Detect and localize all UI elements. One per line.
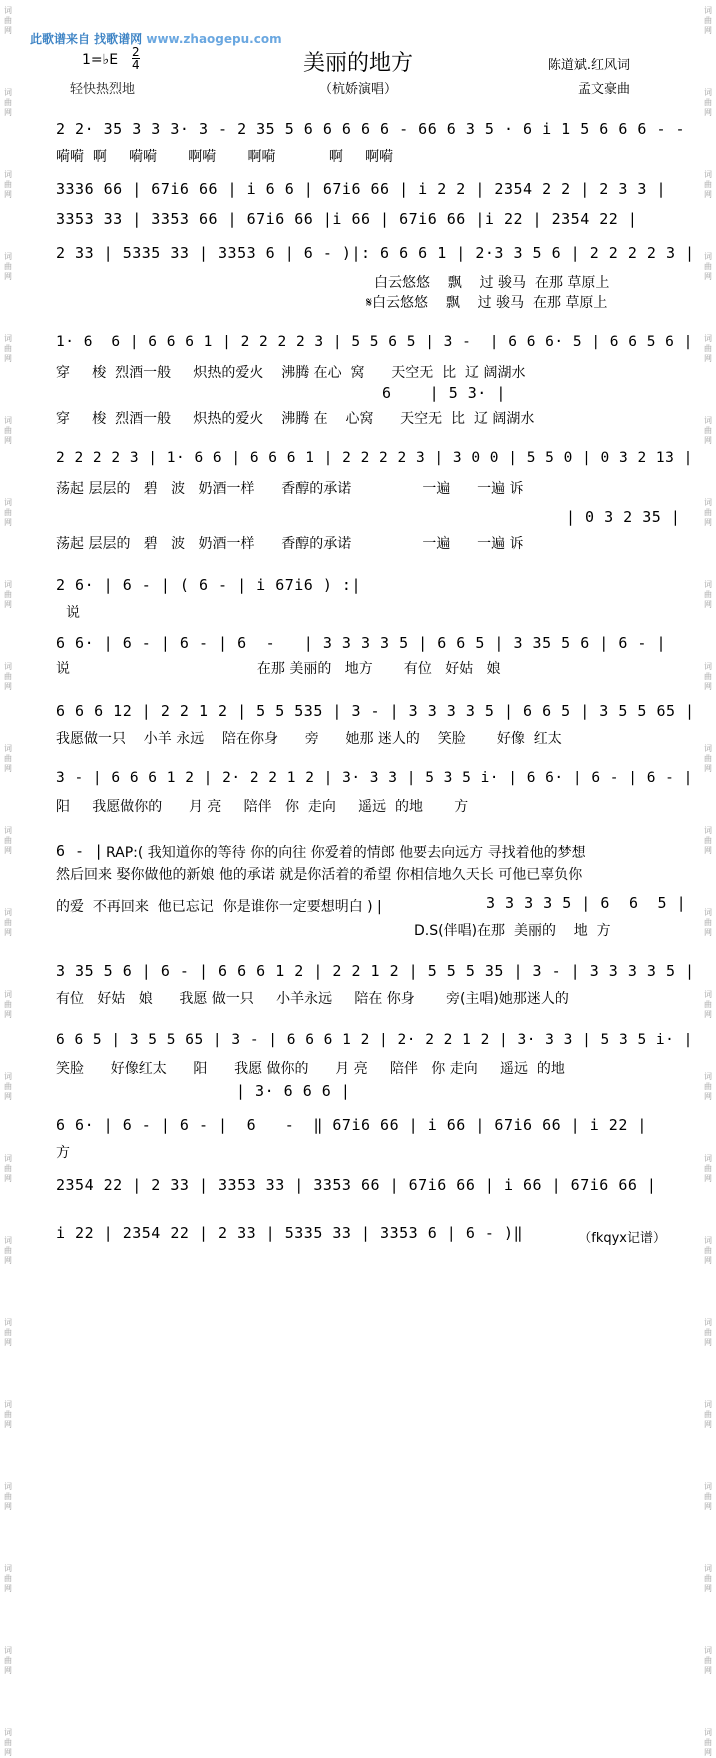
sidebar-char: 网 bbox=[4, 108, 12, 117]
sidebar-watermark-block bbox=[700, 416, 716, 446]
sidebar-char: 曲 bbox=[4, 836, 12, 845]
sidebar-char: 网 bbox=[4, 1502, 12, 1511]
sidebar-char: 曲 bbox=[704, 754, 712, 763]
sidebar-watermark-block bbox=[700, 744, 716, 774]
sidebar-char: 网 bbox=[704, 354, 712, 363]
sidebar-char: 网 bbox=[704, 518, 712, 527]
sidebar-watermark-block bbox=[700, 334, 716, 364]
notation-line: 3 35 5 6 | 6 - | 6 6 6 1 2 | 2 2 1 2 | 5 5 5 35 | 3 - | 3 3 3 3 5 | bbox=[56, 962, 695, 980]
sidebar-char: 网 bbox=[704, 1420, 712, 1429]
sidebar-char: 曲 bbox=[4, 1492, 12, 1501]
sidebar-watermark-block bbox=[700, 1154, 716, 1184]
notation-line: 6 6 6 12 | 2 2 1 2 | 5 5 535 | 3 - | 3 3 3 3 5 | 6 6 5 | 3 5 5 65 | bbox=[56, 702, 695, 720]
sidebar-char: 词 bbox=[4, 744, 12, 753]
sidebar-char: 网 bbox=[4, 1666, 12, 1675]
sidebar-char: 网 bbox=[704, 272, 712, 281]
composer-credit: 孟文豪曲 bbox=[577, 82, 630, 97]
sidebar-char: 词 bbox=[704, 88, 712, 97]
sidebar-char: 词 bbox=[4, 1646, 12, 1655]
sidebar-watermark-block bbox=[0, 1564, 16, 1594]
sidebar-char: 词 bbox=[4, 580, 12, 589]
sidebar-char: 曲 bbox=[704, 16, 712, 25]
sidebar-watermark-block bbox=[0, 170, 16, 200]
sidebar-watermark-block bbox=[0, 990, 16, 1020]
sidebar-char: 曲 bbox=[4, 754, 12, 763]
sidebar-char: 网 bbox=[4, 1256, 12, 1265]
sidebar-char: 词 bbox=[704, 1646, 712, 1655]
sidebar-char: 网 bbox=[704, 764, 712, 773]
rap-lyric-line: 然后回来 娶你做他的新娘 他的承诺 就是你活着的希望 你相信地久天长 可他已辜负你 bbox=[56, 867, 583, 883]
sidebar-char: 词 bbox=[4, 662, 12, 671]
sidebar-char: 词 bbox=[704, 908, 712, 917]
watermark-url[interactable]: www.zhaogepu.com bbox=[146, 32, 282, 46]
lyric-line: 𝄋白云悠悠 飘 过 骏马 在那 草原上 bbox=[366, 295, 608, 311]
sidebar-char: 网 bbox=[704, 1092, 712, 1101]
lyric-line: 荡起 层层的 碧 波 奶酒一样 香醇的承诺 一遍 一遍 诉 bbox=[56, 536, 524, 552]
sidebar-char: 曲 bbox=[4, 508, 12, 517]
singer-credit: （杭娇演唱） bbox=[318, 82, 397, 97]
sidebar-char: 网 bbox=[704, 1666, 712, 1675]
sidebar-char: 网 bbox=[704, 190, 712, 199]
lyric-line: 阳 我愿做你的 月 亮 陪伴 你 走向 遥远 的地 方 bbox=[56, 799, 469, 815]
transcriber-credit: （fkqyx记谱） bbox=[578, 1231, 666, 1246]
sidebar-char: 网 bbox=[704, 26, 712, 35]
sidebar-char: 曲 bbox=[4, 344, 12, 353]
sidebar-watermark-block bbox=[700, 6, 716, 36]
sidebar-char: 词 bbox=[704, 1564, 712, 1573]
watermark-site-text: 此歌谱来自 找歌谱网 bbox=[30, 32, 143, 46]
sidebar-char: 曲 bbox=[4, 1410, 12, 1419]
sidebar-char: 网 bbox=[704, 108, 712, 117]
lyric-line: 有位 好姑 娘 我愿 做一只 小羊永远 陪在 你身 旁(主唱)她那迷人的 bbox=[56, 991, 569, 1007]
time-sig-bottom: 4 bbox=[132, 58, 140, 72]
sidebar-char: 曲 bbox=[704, 1246, 712, 1255]
sidebar-char: 词 bbox=[704, 1728, 712, 1737]
time-sig-top: 2 bbox=[132, 45, 140, 59]
sidebar-char: 词 bbox=[704, 252, 712, 261]
lyric-line: D.S(伴唱)在那 美丽的 地 方 bbox=[414, 923, 611, 939]
sidebar-watermark-block bbox=[0, 826, 16, 856]
sidebar-watermark-block bbox=[0, 1400, 16, 1430]
notation-line: 3 3 3 3 5 | 6 6 5 | bbox=[486, 894, 687, 912]
sidebar-char: 曲 bbox=[4, 180, 12, 189]
sidebar-char: 词 bbox=[4, 498, 12, 507]
sidebar-char: 网 bbox=[4, 682, 12, 691]
sidebar-watermark-block bbox=[700, 826, 716, 856]
sidebar-char: 曲 bbox=[704, 262, 712, 271]
sidebar-char: 词 bbox=[4, 88, 12, 97]
lyric-line: 穿 梭 烈酒一般 炽热的爱火 沸腾 在 心窝 天空无 比 辽 阔湖水 bbox=[56, 411, 535, 427]
sidebar-char: 曲 bbox=[4, 1082, 12, 1091]
sidebar-char: 曲 bbox=[4, 1738, 12, 1747]
sidebar-char: 词 bbox=[4, 6, 12, 15]
sidebar-char: 词 bbox=[704, 990, 712, 999]
sidebar-char: 曲 bbox=[704, 918, 712, 927]
notation-line: 6 6 5 | 3 5 5 65 | 3 - | 6 6 6 1 2 | 2· 2 2 1 2 | 3· 3 3 | 5 3 5 i· | bbox=[56, 1032, 693, 1048]
sidebar-char: 网 bbox=[4, 928, 12, 937]
sidebar-char: 网 bbox=[704, 1174, 712, 1183]
time-signature bbox=[132, 46, 140, 71]
sidebar-char: 网 bbox=[4, 190, 12, 199]
sidebar-char: 词 bbox=[4, 1072, 12, 1081]
sidebar-char: 词 bbox=[4, 908, 12, 917]
sidebar-char: 曲 bbox=[704, 672, 712, 681]
sidebar-char: 网 bbox=[704, 1338, 712, 1347]
sidebar-char: 网 bbox=[4, 436, 12, 445]
sidebar-watermark-block bbox=[700, 1564, 716, 1594]
notation-line: 2 2· 35 3 3 3· 3 - 2 35 5 6 6 6 6 6 - 66 6 3 5 · 6 i 1 5 6 6 6 - - bbox=[56, 120, 686, 138]
lyric-line: 白云悠悠 飘 过 骏马 在那 草原上 bbox=[374, 275, 610, 291]
right-watermark-strip bbox=[700, 0, 716, 1757]
sidebar-char: 网 bbox=[4, 1010, 12, 1019]
sidebar-char: 曲 bbox=[704, 1656, 712, 1665]
sidebar-char: 词 bbox=[4, 1400, 12, 1409]
sidebar-watermark-block bbox=[0, 662, 16, 692]
sidebar-char: 网 bbox=[4, 846, 12, 855]
sidebar-char: 词 bbox=[704, 1154, 712, 1163]
sidebar-char: 网 bbox=[4, 1748, 12, 1757]
sidebar-char: 曲 bbox=[704, 1164, 712, 1173]
sidebar-char: 词 bbox=[4, 826, 12, 835]
sidebar-char: 曲 bbox=[704, 836, 712, 845]
sidebar-char: 词 bbox=[704, 1236, 712, 1245]
sidebar-char: 曲 bbox=[4, 98, 12, 107]
sidebar-char: 词 bbox=[704, 1318, 712, 1327]
sidebar-char: 曲 bbox=[4, 1000, 12, 1009]
sidebar-watermark-block bbox=[700, 1728, 716, 1758]
sidebar-char: 网 bbox=[704, 682, 712, 691]
sidebar-char: 曲 bbox=[4, 262, 12, 271]
sidebar-watermark-block bbox=[700, 170, 716, 200]
sidebar-char: 网 bbox=[704, 928, 712, 937]
sidebar-char: 网 bbox=[4, 1338, 12, 1347]
site-watermark[interactable] bbox=[30, 30, 282, 47]
sidebar-char: 曲 bbox=[4, 426, 12, 435]
sidebar-watermark-block bbox=[700, 580, 716, 610]
sidebar-char: 词 bbox=[4, 1154, 12, 1163]
sidebar-char: 网 bbox=[4, 1584, 12, 1593]
sidebar-watermark-block bbox=[0, 252, 16, 282]
notation-line: 3 - | 6 6 6 1 2 | 2· 2 2 1 2 | 3· 3 3 | 5 3 5 i· | 6 6· | 6 - | 6 - | bbox=[56, 770, 693, 786]
rap-lyric-line: RAP:( 我知道你的等待 你的向往 你爱着的情郎 他要去向远方 寻找着他的梦想 bbox=[106, 845, 586, 861]
notation-line: 6 - | bbox=[56, 842, 104, 860]
sidebar-char: 词 bbox=[704, 334, 712, 343]
sidebar-char: 网 bbox=[4, 1420, 12, 1429]
sidebar-watermark-block bbox=[0, 1072, 16, 1102]
sidebar-char: 词 bbox=[704, 6, 712, 15]
sidebar-char: 曲 bbox=[4, 918, 12, 927]
sidebar-watermark-block bbox=[0, 6, 16, 36]
sidebar-char: 曲 bbox=[704, 1082, 712, 1091]
sidebar-char: 网 bbox=[4, 26, 12, 35]
sidebar-char: 网 bbox=[704, 846, 712, 855]
sidebar-watermark-block bbox=[700, 990, 716, 1020]
sidebar-char: 词 bbox=[704, 170, 712, 179]
sidebar-char: 词 bbox=[4, 1728, 12, 1737]
left-watermark-strip bbox=[0, 0, 16, 1757]
sidebar-char: 网 bbox=[704, 1502, 712, 1511]
sidebar-char: 词 bbox=[704, 1400, 712, 1409]
sidebar-watermark-block bbox=[700, 1482, 716, 1512]
sidebar-watermark-block bbox=[0, 744, 16, 774]
sidebar-char: 曲 bbox=[4, 1164, 12, 1173]
song-title: 美丽的地方 bbox=[302, 51, 413, 76]
sidebar-char: 曲 bbox=[704, 1492, 712, 1501]
notation-line: | 3· 6 6 6 | bbox=[236, 1082, 351, 1100]
notation-line: 2 33 | 5335 33 | 3353 6 | 6 - )|: 6 6 6 1 | 2·3 3 5 6 | 2 2 2 2 3 | bbox=[56, 244, 695, 262]
sidebar-char: 曲 bbox=[704, 426, 712, 435]
sidebar-watermark-block bbox=[700, 1400, 716, 1430]
sidebar-watermark-block bbox=[700, 1646, 716, 1676]
sidebar-char: 词 bbox=[704, 416, 712, 425]
sidebar-char: 网 bbox=[704, 1010, 712, 1019]
sidebar-char: 词 bbox=[704, 498, 712, 507]
sidebar-char: 词 bbox=[4, 1564, 12, 1573]
key-signature: 1=♭E bbox=[82, 52, 119, 68]
sidebar-char: 曲 bbox=[704, 1328, 712, 1337]
sidebar-watermark-block bbox=[0, 334, 16, 364]
sidebar-char: 曲 bbox=[4, 1656, 12, 1665]
sidebar-char: 词 bbox=[4, 170, 12, 179]
sidebar-watermark-block bbox=[700, 252, 716, 282]
sidebar-char: 曲 bbox=[4, 590, 12, 599]
sidebar-char: 词 bbox=[4, 990, 12, 999]
sidebar-char: 网 bbox=[4, 1174, 12, 1183]
lyric-line: 方 bbox=[56, 1145, 70, 1161]
lyric-line: 荡起 层层的 碧 波 奶酒一样 香醇的承诺 一遍 一遍 诉 bbox=[56, 481, 524, 497]
sidebar-watermark-block bbox=[700, 1236, 716, 1266]
sidebar-char: 词 bbox=[704, 662, 712, 671]
sidebar-char: 网 bbox=[704, 1748, 712, 1757]
credits bbox=[548, 54, 630, 102]
sidebar-char: 词 bbox=[704, 580, 712, 589]
lyric-line: 说 在那 美丽的 地方 有位 好姑 娘 bbox=[56, 661, 501, 677]
sidebar-char: 曲 bbox=[704, 1738, 712, 1747]
lyric-line: 我愿做一只 小羊 永远 陪在你身 旁 她那 迷人的 笑脸 好像 红太 bbox=[56, 731, 562, 747]
sidebar-watermark-block bbox=[0, 1646, 16, 1676]
notation-line: 2 2 2 2 3 | 1· 6 6 | 6 6 6 1 | 2 2 2 2 3 | 3 0 0 | 5 5 0 | 0 3 2 13 | bbox=[56, 450, 693, 466]
notation-line: 6 | 5 3· | bbox=[382, 384, 506, 402]
sidebar-char: 词 bbox=[4, 252, 12, 261]
sidebar-char: 词 bbox=[4, 1482, 12, 1491]
notation-line: 1· 6 6 | 6 6 6 1 | 2 2 2 2 3 | 5 5 6 5 | 3 - | 6 6 6· 5 | 6 6 5 6 | bbox=[56, 334, 693, 350]
sidebar-watermark-block bbox=[0, 498, 16, 528]
sidebar-char: 网 bbox=[704, 600, 712, 609]
tempo-marking: 轻快热烈地 bbox=[70, 82, 136, 97]
rap-lyric-line: 的爱 不再回来 他已忘记 你是谁你一定要想明白 ) | bbox=[56, 899, 382, 915]
lyric-line: 说 bbox=[66, 605, 80, 621]
sidebar-watermark-block bbox=[700, 498, 716, 528]
sidebar-watermark-block bbox=[0, 1318, 16, 1348]
sidebar-watermark-block bbox=[700, 908, 716, 938]
sidebar-char: 网 bbox=[4, 1092, 12, 1101]
notation-line: 2354 22 | 2 33 | 3353 33 | 3353 66 | 67i6 66 | i 66 | 67i6 66 | bbox=[56, 1176, 657, 1194]
sidebar-char: 词 bbox=[4, 334, 12, 343]
sidebar-watermark-block bbox=[0, 1482, 16, 1512]
sidebar-char: 曲 bbox=[4, 1574, 12, 1583]
notation-line: 3336 66 | 67i6 66 | i 6 6 | 67i6 66 | i 2 2 | 2354 2 2 | 2 3 3 | bbox=[56, 180, 666, 198]
notation-line: 6 6· | 6 - | 6 - | 6 - | 3 3 3 3 5 | 6 6 5 | 3 35 5 6 | 6 - | bbox=[56, 634, 666, 652]
sidebar-char: 曲 bbox=[704, 1000, 712, 1009]
sidebar-char: 曲 bbox=[704, 180, 712, 189]
sidebar-char: 网 bbox=[4, 272, 12, 281]
notation-line: 3353 33 | 3353 66 | 67i6 66 |i 66 | 67i6 66 |i 22 | 2354 22 | bbox=[56, 210, 638, 228]
sidebar-char: 曲 bbox=[704, 344, 712, 353]
sidebar-char: 词 bbox=[4, 416, 12, 425]
sidebar-char: 曲 bbox=[704, 98, 712, 107]
lyric-line: 嗬嗬 啊 嗬嗬 啊嗬 啊嗬 啊 啊嗬 bbox=[56, 149, 394, 165]
sidebar-char: 网 bbox=[4, 518, 12, 527]
sidebar-char: 曲 bbox=[4, 16, 12, 25]
sidebar-char: 词 bbox=[4, 1318, 12, 1327]
notation-line: | 0 3 2 35 | bbox=[566, 508, 681, 526]
notation-line: 2 6· | 6 - | ( 6 - | i 67i6 ) :| bbox=[56, 576, 361, 594]
lyric-line: 穿 梭 烈酒一般 炽热的爱火 沸腾 在心 窝 天空无 比 辽 阔湖水 bbox=[56, 365, 526, 381]
sidebar-char: 曲 bbox=[4, 1328, 12, 1337]
sidebar-char: 曲 bbox=[704, 1574, 712, 1583]
sidebar-char: 网 bbox=[704, 1256, 712, 1265]
sidebar-watermark-block bbox=[700, 1318, 716, 1348]
sidebar-watermark-block bbox=[0, 1154, 16, 1184]
sidebar-char: 曲 bbox=[704, 508, 712, 517]
sidebar-char: 网 bbox=[4, 354, 12, 363]
sidebar-char: 曲 bbox=[4, 1246, 12, 1255]
sidebar-char: 曲 bbox=[704, 1410, 712, 1419]
sidebar-watermark-block bbox=[0, 1236, 16, 1266]
sidebar-watermark-block bbox=[0, 908, 16, 938]
sidebar-watermark-block bbox=[700, 1072, 716, 1102]
sidebar-watermark-block bbox=[700, 662, 716, 692]
sidebar-char: 网 bbox=[4, 764, 12, 773]
sidebar-char: 词 bbox=[704, 826, 712, 835]
sidebar-watermark-block bbox=[0, 1728, 16, 1758]
sidebar-watermark-block bbox=[0, 416, 16, 446]
sidebar-char: 词 bbox=[704, 1482, 712, 1491]
sidebar-char: 网 bbox=[4, 600, 12, 609]
notation-line: 6 6· | 6 - | 6 - | 6 - ‖ 67i6 66 | i 66 | 67i6 66 | i 22 | bbox=[56, 1116, 647, 1134]
lyricist-credit: 陈道斌.红风词 bbox=[547, 58, 630, 73]
sidebar-char: 网 bbox=[704, 436, 712, 445]
sidebar-char: 词 bbox=[704, 1072, 712, 1081]
notation-line: i 22 | 2354 22 | 2 33 | 5335 33 | 3353 6 | 6 - )‖ bbox=[56, 1224, 524, 1242]
sidebar-char: 曲 bbox=[4, 672, 12, 681]
sidebar-char: 网 bbox=[704, 1584, 712, 1593]
sidebar-char: 词 bbox=[704, 744, 712, 753]
lyric-line: 笑脸 好像红太 阳 我愿 做你的 月 亮 陪伴 你 走向 遥远 的地 bbox=[56, 1061, 565, 1077]
sidebar-watermark-block bbox=[0, 580, 16, 610]
sidebar-char: 曲 bbox=[704, 590, 712, 599]
sidebar-char: 词 bbox=[4, 1236, 12, 1245]
